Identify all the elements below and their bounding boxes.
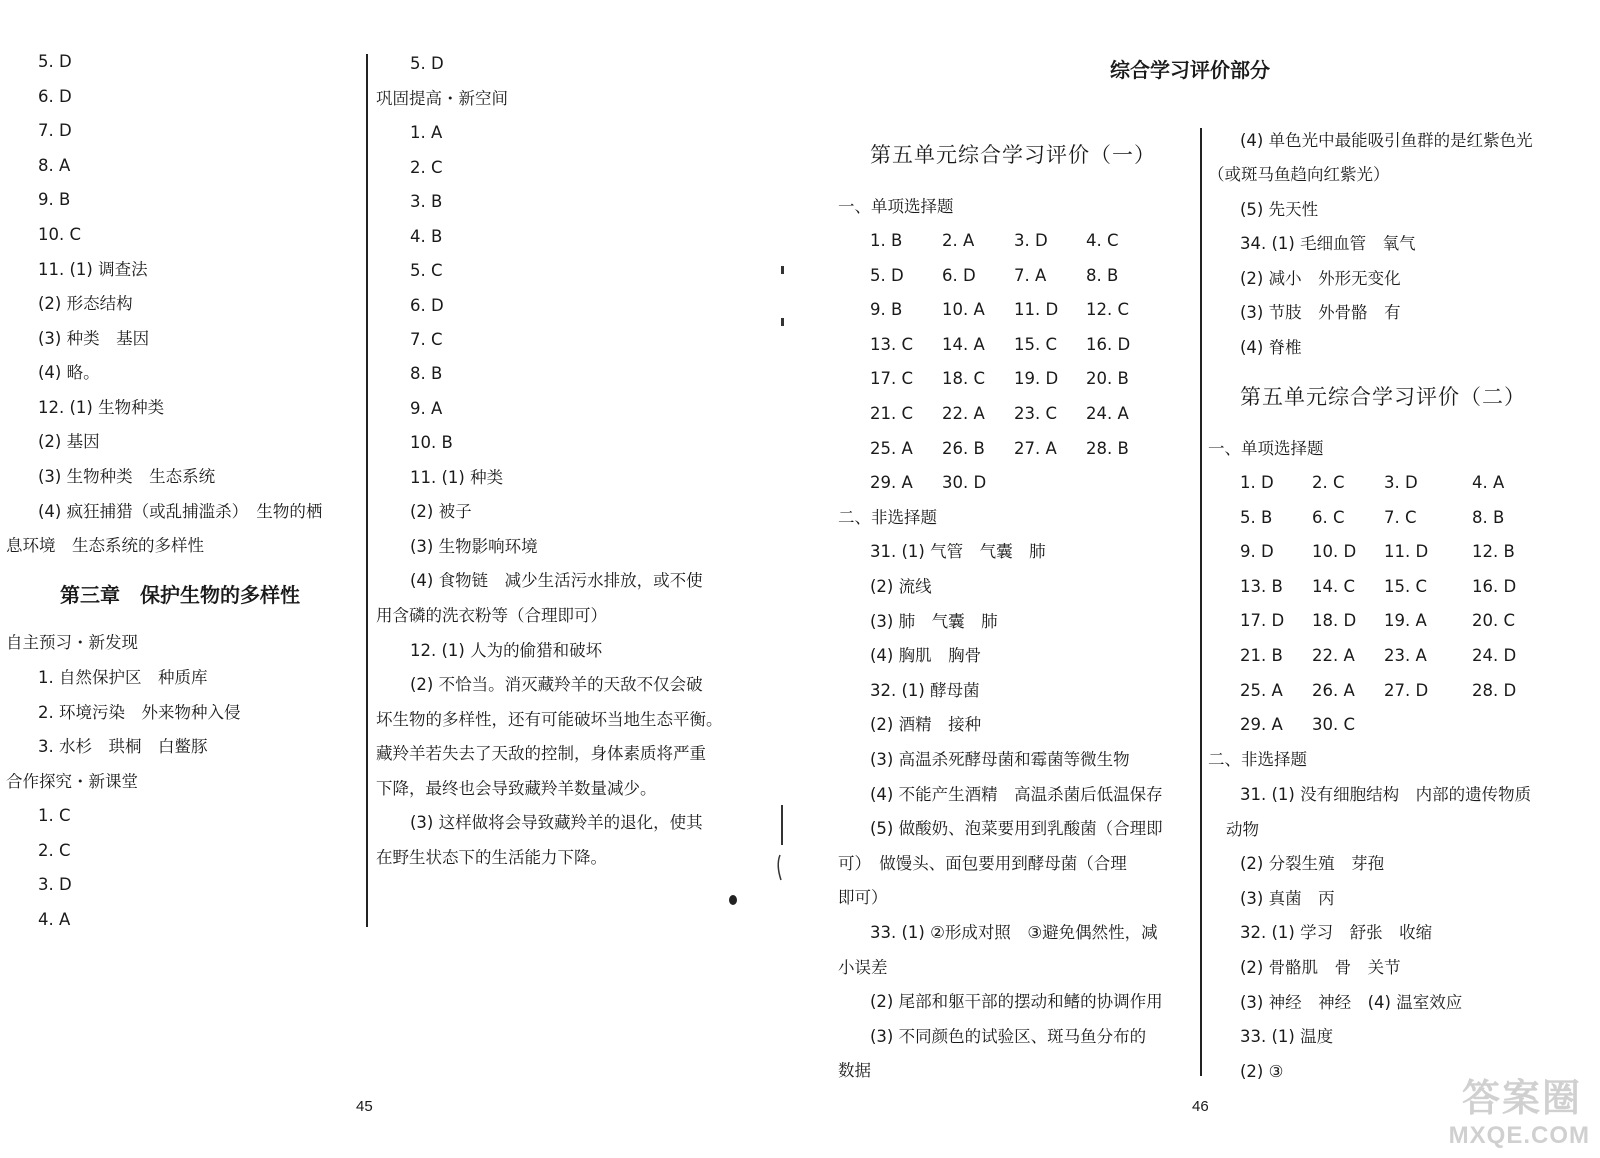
mc-answer: 6. C	[1312, 507, 1345, 527]
answer-line: (3) 生物影响环境	[410, 537, 538, 556]
answer-line: 9. B	[38, 190, 71, 209]
page-number-right: 46	[1192, 1098, 1209, 1115]
mc-answer: 6. D	[942, 265, 976, 285]
mc-answer: 3. D	[1014, 231, 1048, 250]
mc-answer: 2. A	[942, 231, 975, 250]
section-heading: 巩固提高・新空间	[376, 89, 508, 108]
answer-line: 2. C	[38, 841, 71, 860]
mc-answer: 28. B	[1086, 438, 1129, 458]
mc-answer: 27. A	[1014, 438, 1057, 458]
answer-line: (4) 胸肌 胸骨	[870, 646, 982, 665]
answer-line: (2) 分裂生殖 芽孢	[1240, 854, 1385, 873]
mc-answer: 19. D	[1014, 369, 1059, 389]
answer-line: (2) 骨骼肌 骨 关节	[1240, 958, 1401, 977]
mc-answer: 13. B	[1240, 576, 1283, 596]
answer-line: (3) 真菌 丙	[1240, 889, 1335, 908]
mc-answer: 27. D	[1384, 680, 1429, 700]
mc-answer: 17. D	[1240, 611, 1285, 631]
answer-line: 32. (1) 酵母菌	[870, 681, 980, 700]
mc-answer: 1. D	[1240, 473, 1274, 492]
answer-line: (4) 不能产生酒精 高温杀菌后低温保存	[870, 785, 1163, 804]
mc-answer: 30. C	[1312, 715, 1356, 735]
page-title: 综合学习评价部分	[1110, 58, 1270, 82]
answer-line: (2) 被子	[410, 502, 472, 521]
mc-answer: 30. D	[942, 473, 987, 493]
mc-answer: 26. B	[942, 438, 985, 458]
mc-answer: 24. D	[1472, 646, 1517, 665]
answer-line: (2) 形态结构	[38, 294, 133, 313]
unit-title: 第五单元综合学习评价（二）	[1240, 385, 1526, 409]
answer-line: (2) ③	[1240, 1062, 1284, 1081]
mc-answer: 24. A	[1086, 404, 1129, 423]
answer-line: (3) 种类 基因	[38, 329, 150, 348]
mc-answer: 22. A	[1312, 646, 1355, 665]
answer-line: 动物	[1226, 820, 1259, 839]
section-heading: 二、非选择题	[838, 508, 937, 527]
answer-line: (2) 减小 外形无变化	[1240, 269, 1401, 288]
mc-answer: 12. C	[1086, 300, 1130, 320]
answer-line: 32. (1) 学习 舒张 收缩	[1240, 923, 1433, 942]
answer-line: 5. D	[38, 52, 72, 71]
section-heading: 自主预习・新发现	[6, 633, 138, 652]
answer-line: 坏生物的多样性，还有可能破坏当地生态平衡。	[376, 710, 723, 729]
answer-line: 4. B	[410, 227, 443, 246]
answer-line: 在野生状态下的生活能力下降。	[376, 848, 607, 867]
mc-answer: 17. C	[870, 369, 914, 389]
mc-answer: 18. D	[1312, 611, 1357, 631]
section-heading: 合作探究・新课堂	[6, 772, 138, 791]
answer-line: 1. 自然保护区 种质库	[38, 668, 208, 687]
answer-line: 34. (1) 毛细血管 氧气	[1240, 234, 1416, 253]
answer-line: 10. B	[410, 433, 453, 452]
answer-line: 1. A	[410, 123, 443, 142]
mc-answer: 16. D	[1086, 334, 1131, 354]
answer-line: 用含磷的洗衣粉等（合理即可）	[376, 606, 607, 625]
mc-answer-grid	[870, 230, 1200, 510]
answer-line: 1. C	[38, 806, 71, 825]
mc-answer: 26. A	[1312, 680, 1355, 700]
mc-answer: 4. A	[1472, 473, 1505, 492]
mc-answer: 29. A	[870, 473, 913, 493]
mc-answer: 21. B	[1240, 646, 1283, 665]
mc-answer: 20. B	[1086, 369, 1129, 389]
answer-line: 8. A	[38, 156, 71, 175]
watermark-logo: 答案圈 MXQE.COM	[1448, 1078, 1590, 1149]
answer-line: （或斑马鱼趋向红紫光）	[1208, 165, 1390, 184]
answer-line: 12. (1) 生物种类	[38, 398, 165, 417]
mc-answer: 21. C	[870, 404, 914, 423]
answer-line: 5. C	[410, 261, 443, 280]
answer-line: 下降，最终也会导致藏羚羊数量减少。	[376, 779, 657, 798]
answer-line: 12. (1) 人为的偷猎和破坏	[410, 641, 603, 660]
answer-line: (2) 尾部和躯干部的摆动和鳍的协调作用	[870, 992, 1163, 1011]
answer-line: 31. (1) 没有细胞结构 内部的遗传物质	[1240, 785, 1532, 804]
answer-line: (3) 节肢 外骨骼 有	[1240, 303, 1401, 322]
answer-line: 33. (1) ②形成对照 ③避免偶然性，减	[870, 923, 1158, 942]
mc-answer: 8. B	[1472, 507, 1505, 527]
answer-line: 3. D	[38, 875, 72, 894]
answer-line: 藏羚羊若失去了天敌的控制，身体素质将严重	[376, 744, 706, 763]
scan-dot	[726, 893, 740, 907]
answer-line: 7. D	[38, 121, 72, 140]
answer-line: 33. (1) 温度	[1240, 1027, 1334, 1046]
answer-line: 5. D	[410, 54, 444, 73]
mc-answer: 14. A	[942, 334, 985, 354]
answer-line: 3. B	[410, 192, 443, 211]
chapter-title: 第三章 保护生物的多样性	[60, 583, 300, 607]
column-divider	[366, 54, 368, 927]
mc-answer: 9. D	[1240, 542, 1274, 562]
answer-line: (3) 这样做将会导致藏羚羊的退化，使其	[410, 813, 703, 832]
answer-line: 7. C	[410, 330, 443, 349]
mc-answer: 11. D	[1384, 542, 1429, 562]
mc-answer: 5. D	[870, 265, 904, 285]
mc-answer: 20. C	[1472, 611, 1516, 631]
answer-line: (4) 略。	[38, 363, 100, 382]
answer-line: (3) 高温杀死酵母菌和霉菌等微生物	[870, 750, 1130, 769]
answer-line: 即可）	[838, 888, 888, 907]
unit-title: 第五单元综合学习评价（一）	[870, 143, 1156, 167]
mc-answer: 23. C	[1014, 404, 1058, 423]
answer-line: (2) 不恰当。消灭藏羚羊的天敌不仅会破	[410, 675, 703, 694]
answer-line: 3. 水杉 珙桐 白鳖豚	[38, 737, 208, 756]
mc-answer: 18. C	[942, 369, 986, 389]
answer-line: (3) 不同颜色的试验区、斑马鱼分布的	[870, 1027, 1147, 1046]
answer-line: 息环境 生态系统的多样性	[6, 536, 204, 555]
mc-answer: 15. C	[1014, 334, 1058, 354]
answer-line: (4) 疯狂捕猎（或乱捕滥杀） 生物的栖	[38, 502, 323, 521]
mc-answer: 16. D	[1472, 576, 1517, 596]
mc-answer: 23. A	[1384, 646, 1427, 665]
answer-line: 9. A	[410, 399, 443, 418]
answer-line: (4) 食物链 减少生活污水排放，或不使	[410, 571, 703, 590]
answer-line: 数据	[838, 1061, 871, 1080]
mc-answer: 7. C	[1384, 507, 1417, 527]
answer-line: 31. (1) 气管 气囊 肺	[870, 542, 1046, 561]
mc-answer: 10. D	[1312, 542, 1357, 562]
mc-answer: 19. A	[1384, 611, 1427, 631]
mc-answer: 8. B	[1086, 265, 1119, 285]
answer-line: (3) 肺 气囊 肺	[870, 612, 998, 631]
answer-line: 8. B	[410, 364, 443, 383]
mc-answer: 11. D	[1014, 300, 1059, 320]
answer-line: 11. (1) 调查法	[38, 260, 148, 279]
column-divider	[1200, 128, 1202, 1076]
section-heading: 一、单项选择题	[1208, 439, 1324, 458]
mc-answer: 1. B	[870, 231, 903, 250]
mc-answer: 4. C	[1086, 231, 1119, 250]
scan-marks	[778, 262, 788, 332]
answer-line: 4. A	[38, 910, 71, 929]
mc-answer: 2. C	[1312, 473, 1345, 492]
answer-line: (5) 先天性	[1240, 200, 1319, 219]
answer-line: (2) 流线	[870, 577, 932, 596]
mc-answer: 25. A	[870, 438, 913, 458]
answer-line: 可） 做馒头、面包要用到酵母菌（合理	[838, 854, 1127, 873]
mc-answer: 29. A	[1240, 715, 1283, 735]
answer-line: 10. C	[38, 225, 82, 244]
mc-answer-grid	[1240, 472, 1580, 752]
mc-answer: 10. A	[942, 300, 985, 320]
answer-line: 6. D	[38, 87, 72, 106]
answer-line: (2) 酒精 接种	[870, 715, 982, 734]
mc-answer: 22. A	[942, 404, 985, 423]
answer-line: 2. 环境污染 外来物种入侵	[38, 703, 241, 722]
answer-line: (4) 单色光中最能吸引鱼群的是红紫色光	[1240, 131, 1533, 150]
mc-answer: 15. C	[1384, 576, 1428, 596]
mc-answer: 14. C	[1312, 576, 1356, 596]
page-number-left: 45	[356, 1098, 373, 1115]
mc-answer: 3. D	[1384, 473, 1418, 492]
mc-answer: 25. A	[1240, 680, 1283, 700]
section-heading: 一、单项选择题	[838, 197, 954, 216]
mc-answer: 7. A	[1014, 265, 1047, 285]
mc-answer: 5. B	[1240, 507, 1273, 527]
answer-line: (3) 神经 神经 (4) 温室效应	[1240, 993, 1463, 1012]
answer-line: (3) 生物种类 生态系统	[38, 467, 216, 486]
section-heading: 二、非选择题	[1208, 750, 1307, 769]
answer-line: (2) 基因	[38, 432, 100, 451]
scan-marks	[772, 800, 792, 920]
mc-answer: 28. D	[1472, 680, 1517, 700]
mc-answer: 13. C	[870, 334, 914, 354]
mc-answer: 12. B	[1472, 542, 1515, 562]
mc-answer: 9. B	[870, 300, 903, 320]
answer-line: (5) 做酸奶、泡菜要用到乳酸菌（合理即	[870, 819, 1163, 838]
answer-line: (4) 脊椎	[1240, 338, 1302, 357]
answer-line: 2. C	[410, 158, 443, 177]
answer-line: 小误差	[838, 958, 888, 977]
answer-line: 6. D	[410, 296, 444, 315]
answer-line: 11. (1) 种类	[410, 468, 504, 487]
